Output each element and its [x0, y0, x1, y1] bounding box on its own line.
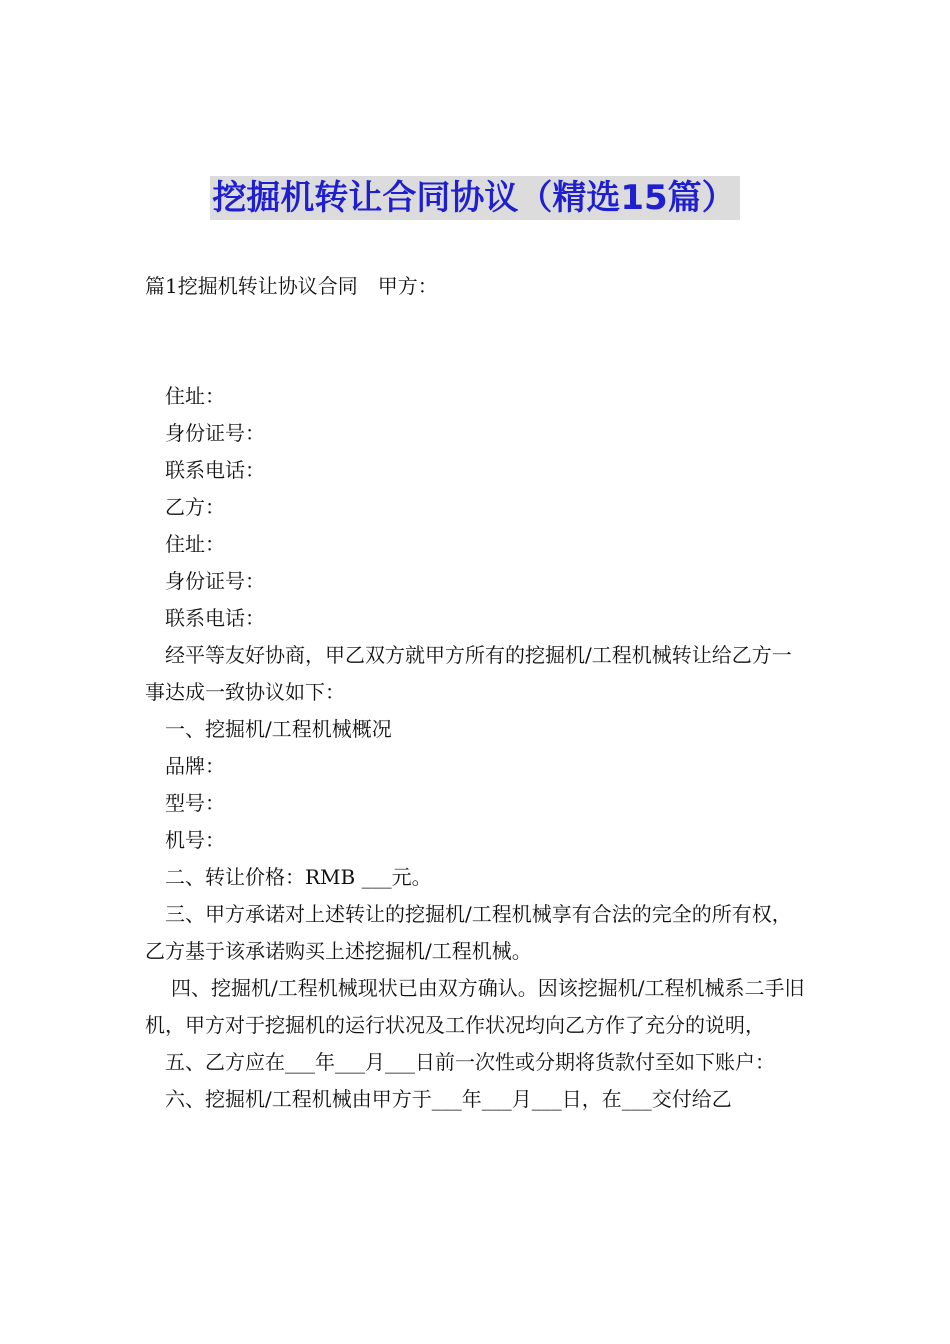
- party-b-id-number: 身份证号：: [165, 569, 265, 593]
- brand-field: 品牌：: [165, 754, 225, 778]
- section-heading: 篇1挖掘机转让协议合同 甲方：: [145, 274, 438, 298]
- clause-5-payment: 五、乙方应在___年___月___日前一次性或分期将货款付至如下账户：: [165, 1050, 775, 1074]
- clause-6-delivery: 六、挖掘机/工程机械由甲方于___年___月___日，在___交付给乙: [165, 1087, 732, 1111]
- contract-body: [145, 378, 810, 1118]
- party-a-id-number: 身份证号：: [165, 421, 265, 445]
- clause-4-condition: 四、挖掘机/工程机械现状已由双方确认。因该挖掘机/工程机械系二手旧机，甲方对于挖掘机的运行状况及工作状况均向乙方作了充分的说明，: [145, 976, 805, 1037]
- agreement-intro: 经平等友好协商，甲乙双方就甲方所有的挖掘机/工程机械转让给乙方一事达成一致协议如下：: [145, 643, 792, 704]
- party-b-phone: 联系电话：: [165, 606, 265, 630]
- party-a-address: 住址：: [165, 384, 225, 408]
- model-field: 型号：: [165, 791, 225, 815]
- document-title: 挖掘机转让合同协议（精选15篇）: [210, 176, 739, 220]
- party-a-phone: 联系电话：: [165, 458, 265, 482]
- title-container: [0, 176, 950, 220]
- party-b-label: 乙方：: [165, 495, 225, 519]
- clause-1-heading: 一、挖掘机/工程机械概况: [165, 717, 392, 741]
- clause-3-ownership: 三、甲方承诺对上述转让的挖掘机/工程机械享有合法的完全的所有权，乙方基于该承诺购买上述挖掘机/工程机械。: [145, 902, 792, 963]
- party-b-address: 住址：: [165, 532, 225, 556]
- machine-number-field: 机号：: [165, 828, 225, 852]
- clause-2-price: 二、转让价格：RMB ___元。: [165, 865, 432, 889]
